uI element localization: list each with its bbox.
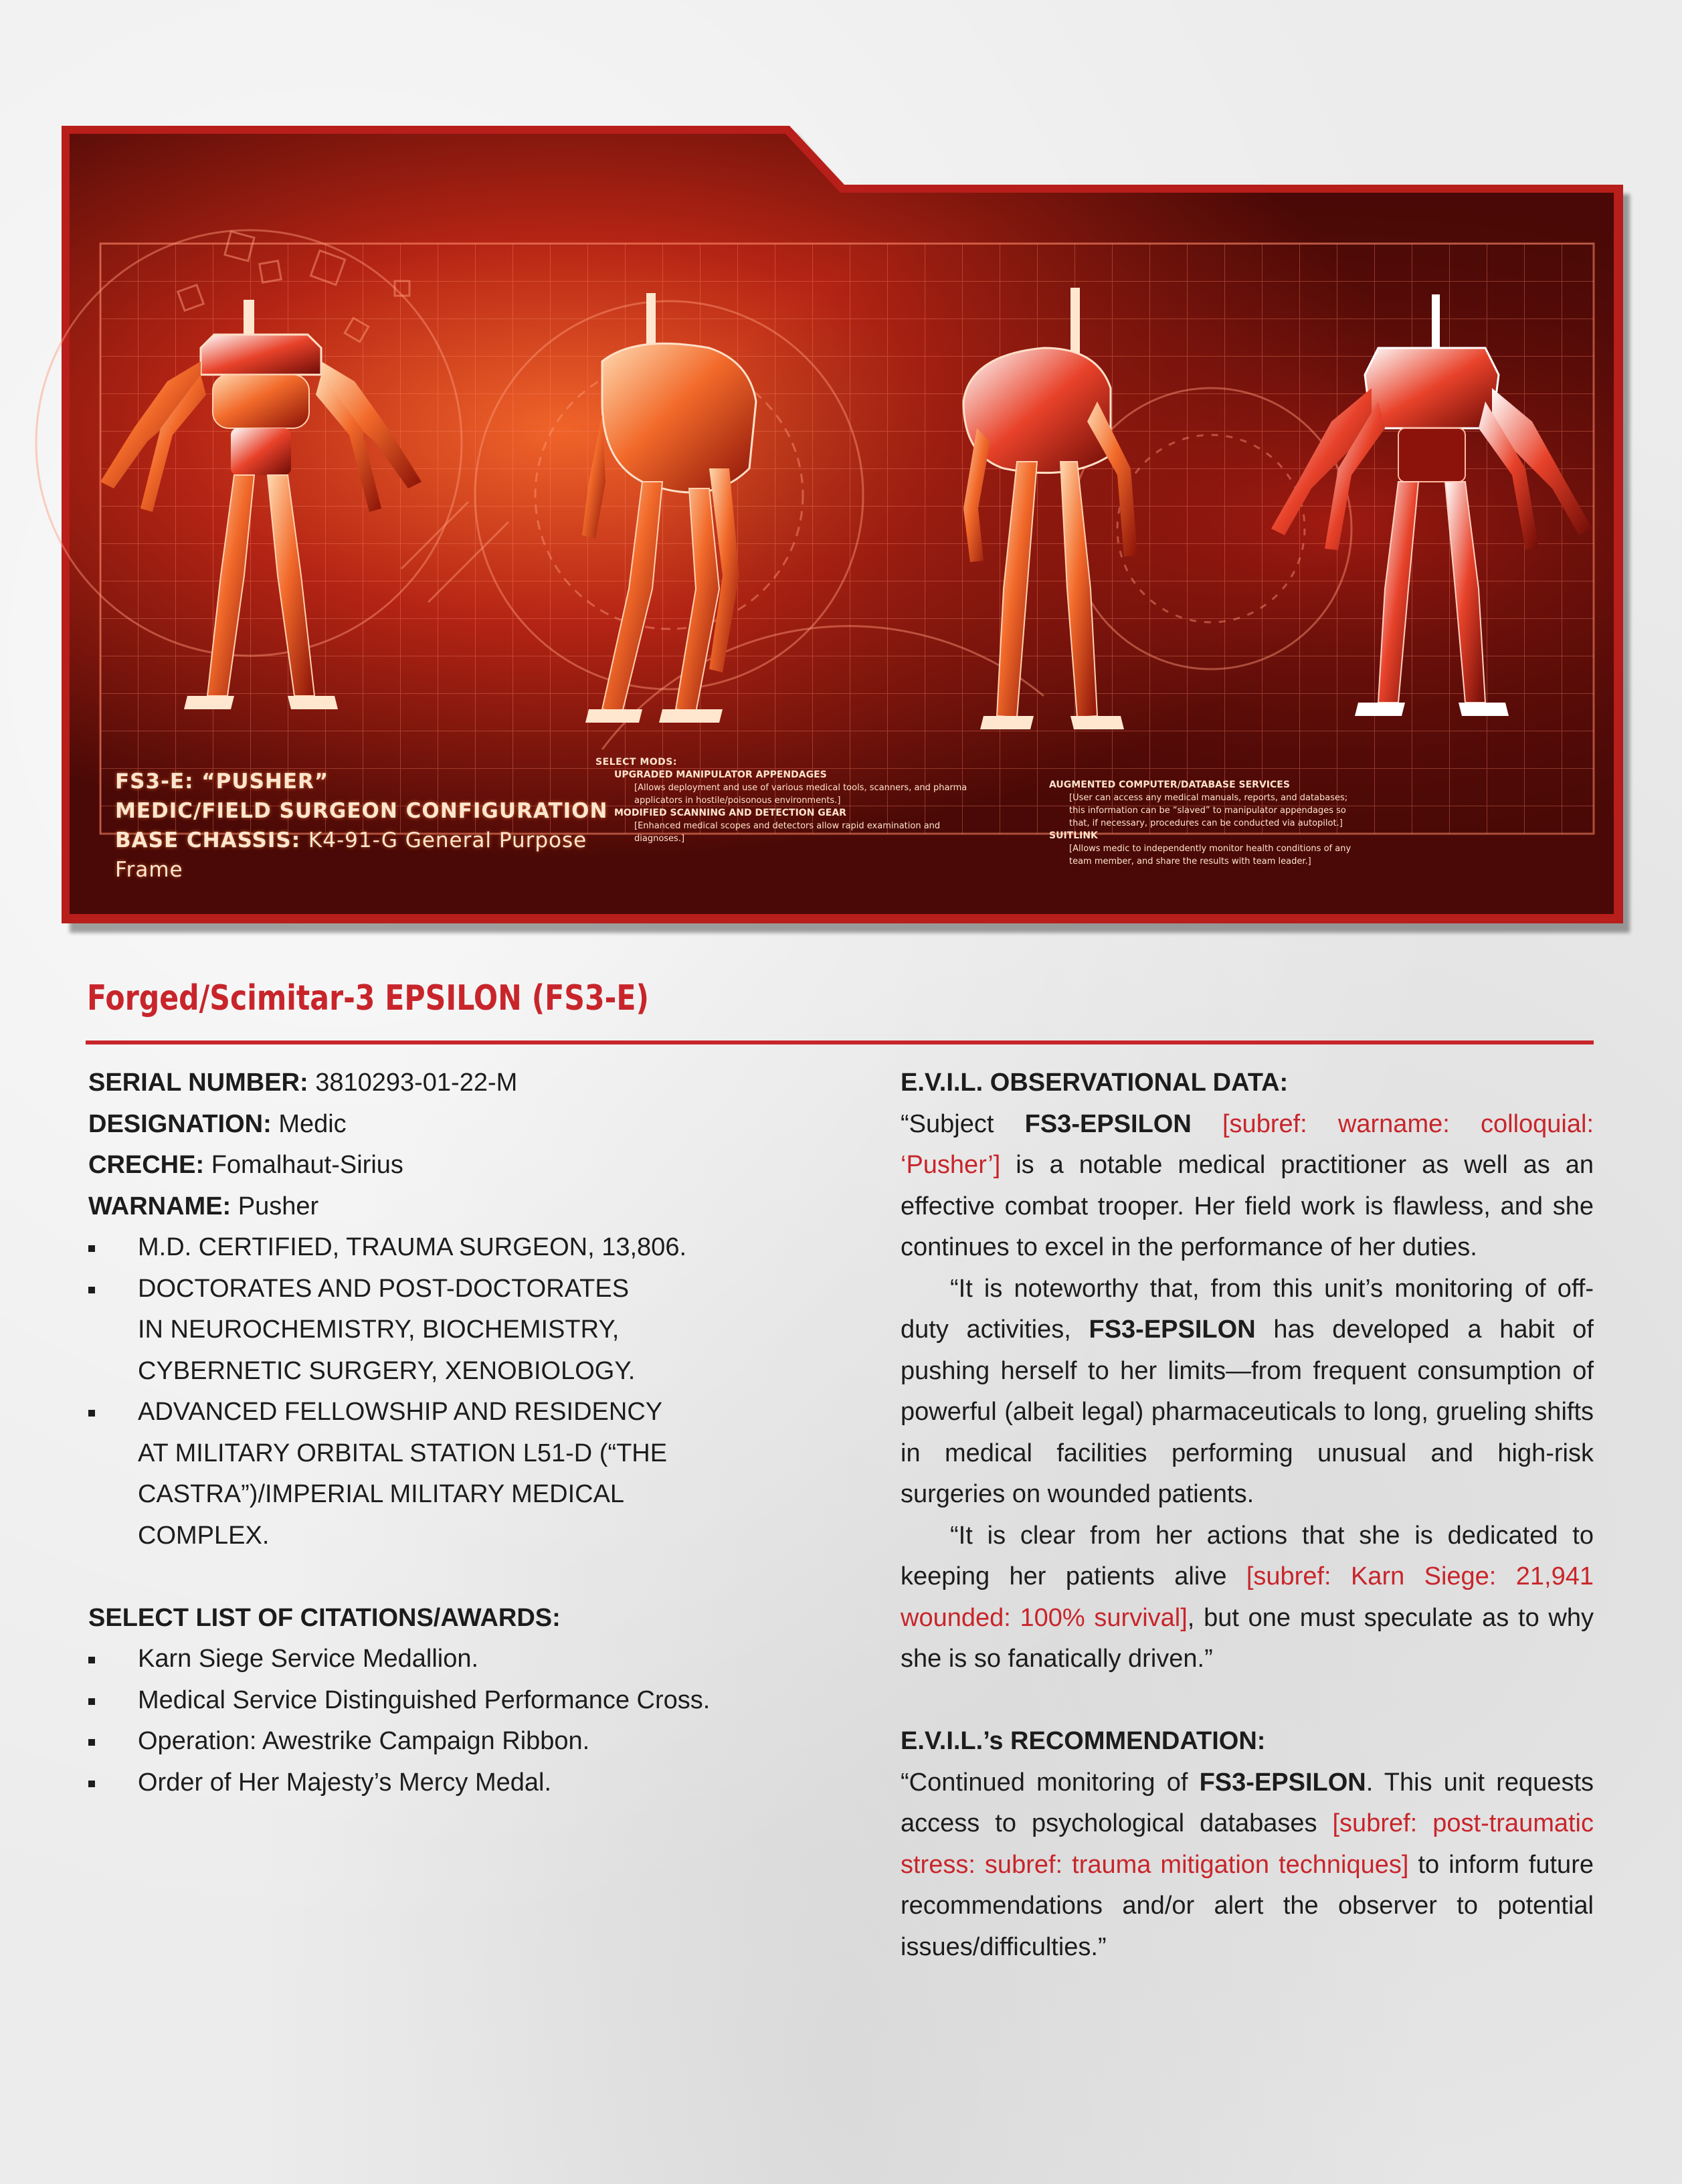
credential-item [88, 1392, 784, 1556]
base-chassis-label: BASE CHASSIS: [115, 828, 301, 852]
mod-desc: team member, and share the results with team leader.] [1069, 856, 1311, 867]
citations-heading: SELECT LIST OF CITATIONS/AWARDS: [88, 1603, 561, 1632]
mod-desc: applicators in hostile/poisonous environments.] [634, 796, 841, 806]
text: “Subject [901, 1109, 1025, 1138]
select-mods-label: SELECT MODS: [595, 757, 677, 767]
unit-name: FS3-E: “PUSHER” [115, 769, 329, 794]
mod-name: AUGMENTED COMPUTER/DATABASE SERVICES [1049, 780, 1290, 790]
warname-row [88, 1186, 784, 1228]
page-title: Forged/Scimitar-3 EPSILON (FS3-E) [87, 978, 650, 1018]
text: “It is clear from her actions that she is dedicated to keeping her patients alive [901, 1521, 1594, 1590]
serial-value: 3810293-01-22-M [315, 1069, 518, 1097]
text: to inform future recommendations and/or alert the observer to potential issues/difficulties.” [901, 1850, 1594, 1961]
warname-label: WARNAME: [88, 1192, 231, 1220]
designation-label: DESIGNATION: [88, 1109, 272, 1138]
citation-item: Order of Her Majesty’s Mercy Medal. [88, 1762, 784, 1804]
citation-item: Operation: Awestrike Campaign Ribbon. [88, 1721, 784, 1762]
unit-title-block [115, 767, 624, 885]
citation-item: Karn Siege Service Medallion. [88, 1639, 784, 1680]
recommendation-heading: E.V.I.L.’s RECOMMENDATION: [901, 1727, 1266, 1755]
mod-desc: [Enhanced medical scopes and detectors allow rapid examination and [634, 821, 941, 831]
right-column [901, 1063, 1594, 1968]
select-mods-left [595, 756, 1024, 845]
text: “It is noteworthy that, from this unit’s monitoring of off-duty activities, [901, 1274, 1594, 1344]
credential-line: CYBERNETIC SURGERY, XENOBIOLOGY. [138, 1356, 636, 1385]
credential-line: COMPLEX. [138, 1521, 270, 1550]
citation-item: Medical Service Distinguished Performance Cross. [88, 1680, 784, 1722]
mod-name: SUITLINK [1049, 830, 1098, 841]
text [1192, 1110, 1222, 1138]
observation-paragraph-1 [901, 1104, 1594, 1269]
mod-desc: that, if necessary, procedures can be conducted via autopilot.] [1069, 818, 1343, 828]
designation-value: Medic [278, 1109, 347, 1138]
subref: [subref: warname: colloquial: ‘Pusher’] [901, 1109, 1594, 1179]
text: . This unit requests access to psychological databases [901, 1768, 1594, 1837]
unit-id: FS3-EPSILON [1024, 1109, 1192, 1138]
title-divider [86, 1040, 1594, 1044]
text: “Continued monitoring of [901, 1768, 1200, 1797]
mod-name: MODIFIED SCANNING AND DETECTION GEAR [614, 808, 846, 818]
unit-id: FS3-EPSILON [1199, 1768, 1366, 1797]
text: is a notable medical practitioner as well as an effective combat trooper. Her field work is flawless, and she continues to excel in the performance of her duties. [901, 1151, 1594, 1261]
text: has developed a habit of pushing herself to her limits—from frequent consumption of powerful (albeit legal) pharmaceuticals to long, grueling shifts in medical facilities performing unusual and high-risk surgeries on wounded patients. [901, 1315, 1594, 1508]
text: , but one must speculate as to why she is so fanatically driven.” [901, 1603, 1594, 1673]
creche-row [88, 1145, 784, 1186]
mod-desc: [User can access any medical manuals, reports, and databases; [1069, 793, 1348, 803]
credential-line: M.D. CERTIFIED, TRAUMA SURGEON, 13,806. [138, 1233, 687, 1261]
credential-line: CASTRA”)/IMPERIAL MILITARY MEDICAL [138, 1480, 625, 1508]
credential-line: IN NEUROCHEMISTRY, BIOCHEMISTRY, [138, 1315, 620, 1344]
credential-line: AT MILITARY ORBITAL STATION L51-D (“THE [138, 1439, 668, 1467]
observation-paragraph-2 [901, 1269, 1594, 1516]
select-mods-right [1030, 779, 1459, 868]
creche-value: Fomalhaut-Sirius [211, 1151, 403, 1179]
creche-label: CRECHE: [88, 1151, 205, 1179]
credential-line: DOCTORATES AND POST-DOCTORATES [138, 1274, 630, 1303]
subref: [subref: Karn Siege: 21,941 wounded: 100% survival] [901, 1562, 1594, 1632]
mod-name: UPGRADED MANIPULATOR APPENDAGES [614, 769, 827, 780]
credential-item [88, 1227, 784, 1269]
mod-desc: diagnoses.] [634, 834, 685, 844]
subref: [subref: post-traumatic stress: subref: trauma mitigation techniques] [901, 1809, 1594, 1879]
serial-label: SERIAL NUMBER: [88, 1069, 308, 1097]
unit-id: FS3-EPSILON [1089, 1315, 1256, 1344]
mod-desc: [Allows medic to independently monitor health conditions of any [1069, 844, 1351, 854]
serial-number-row [88, 1063, 784, 1104]
observational-heading: E.V.I.L. OBSERVATIONAL DATA: [901, 1069, 1289, 1097]
mod-desc: this information can be “slaved” to manipulator appendages so [1069, 806, 1346, 816]
mod-desc: [Allows deployment and use of various medical tools, scanners, and pharma [634, 783, 967, 793]
unit-configuration: MEDIC/FIELD SURGEON CONFIGURATION [115, 799, 608, 823]
base-chassis [115, 826, 624, 885]
left-column [88, 1063, 784, 1803]
credential-line: ADVANCED FELLOWSHIP AND RESIDENCY [138, 1398, 663, 1426]
base-chassis-value: K4-91-G General Purpose Frame [115, 828, 587, 882]
warname-value: Pusher [238, 1192, 319, 1220]
credential-item [88, 1269, 784, 1392]
blueprint-panel [0, 0, 1682, 950]
recommendation-paragraph [901, 1762, 1594, 1969]
designation-row [88, 1104, 784, 1146]
observation-paragraph-3 [901, 1516, 1594, 1680]
